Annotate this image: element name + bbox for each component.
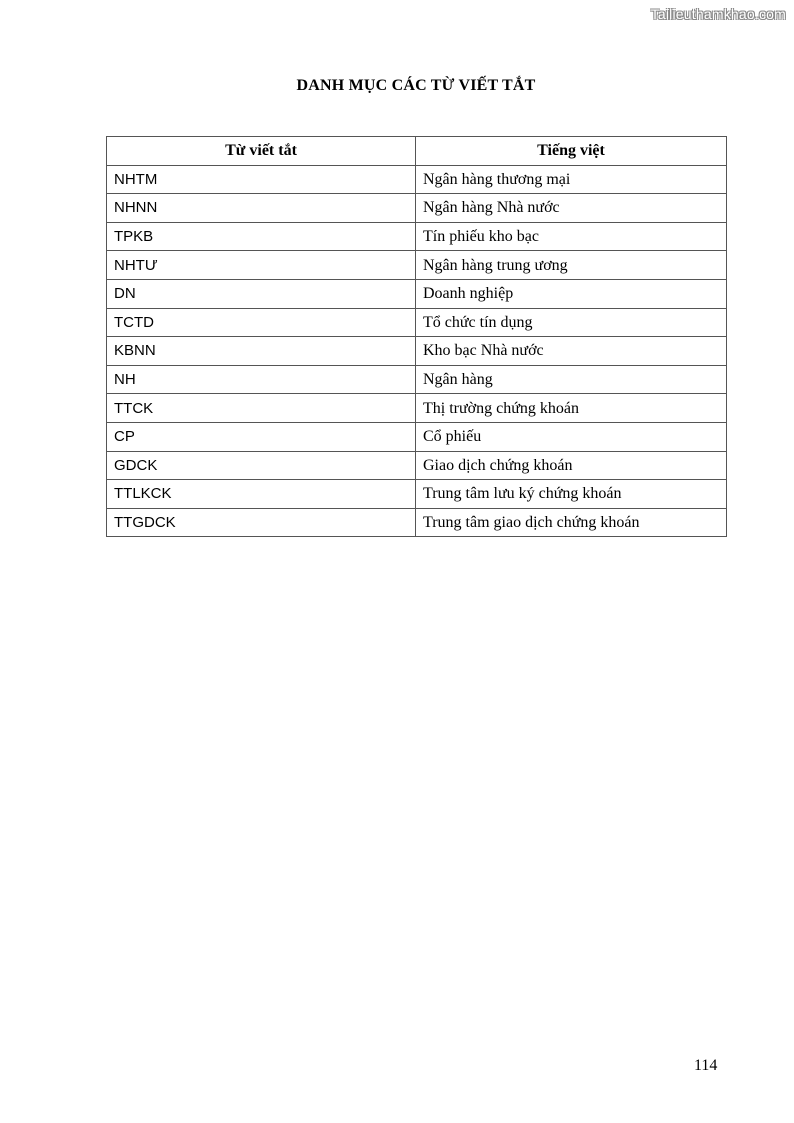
column-header-abbreviation: Từ viết tắt	[107, 137, 416, 166]
meaning-cell: Tín phiếu kho bạc	[416, 222, 727, 251]
meaning-cell: Cổ phiếu	[416, 422, 727, 451]
abbreviation-cell: DN	[107, 279, 416, 308]
table-row	[107, 337, 727, 366]
column-header-vietnamese: Tiếng việt	[416, 137, 727, 166]
abbreviation-table	[106, 136, 727, 537]
meaning-cell: Ngân hàng	[416, 365, 727, 394]
page-title: DANH MỤC CÁC TỪ VIẾT TẮT	[296, 77, 536, 94]
table-row	[107, 508, 727, 537]
meaning-cell: Kho bạc Nhà nước	[416, 337, 727, 366]
table-row	[107, 394, 727, 423]
table-row	[107, 480, 727, 509]
table-row	[107, 251, 727, 280]
abbreviation-cell: KBNN	[107, 337, 416, 366]
page-number: 114	[694, 1057, 718, 1074]
table-header-row	[107, 137, 727, 166]
table-row	[107, 365, 727, 394]
meaning-cell: Thị trường chứng khoán	[416, 394, 727, 423]
abbreviation-cell: NH	[107, 365, 416, 394]
abbreviation-cell: TTLKCK	[107, 480, 416, 509]
table-row	[107, 308, 727, 337]
meaning-cell: Ngân hàng Nhà nước	[416, 194, 727, 223]
abbreviation-cell: NHTM	[107, 165, 416, 194]
abbreviation-cell: NHTƯ	[107, 251, 416, 280]
meaning-cell: Tổ chức tín dụng	[416, 308, 727, 337]
table-row	[107, 165, 727, 194]
abbreviation-cell: TTGDCK	[107, 508, 416, 537]
abbreviation-cell: TTCK	[107, 394, 416, 423]
abbreviation-cell: GDCK	[107, 451, 416, 480]
table-row	[107, 194, 727, 223]
meaning-cell: Trung tâm giao dịch chứng khoán	[416, 508, 727, 537]
table-row	[107, 422, 727, 451]
abbreviation-cell: CP	[107, 422, 416, 451]
meaning-cell: Ngân hàng trung ương	[416, 251, 727, 280]
meaning-cell: Giao dịch chứng khoán	[416, 451, 727, 480]
abbreviation-cell: TCTD	[107, 308, 416, 337]
meaning-cell: Doanh nghiệp	[416, 279, 727, 308]
table-row	[107, 222, 727, 251]
meaning-cell: Ngân hàng thương mại	[416, 165, 727, 194]
abbreviation-cell: TPKB	[107, 222, 416, 251]
table-row	[107, 279, 727, 308]
meaning-cell: Trung tâm lưu ký chứng khoán	[416, 480, 727, 509]
watermark: Tailieuthamkhao.com	[650, 6, 786, 22]
table-row	[107, 451, 727, 480]
abbreviation-cell: NHNN	[107, 194, 416, 223]
